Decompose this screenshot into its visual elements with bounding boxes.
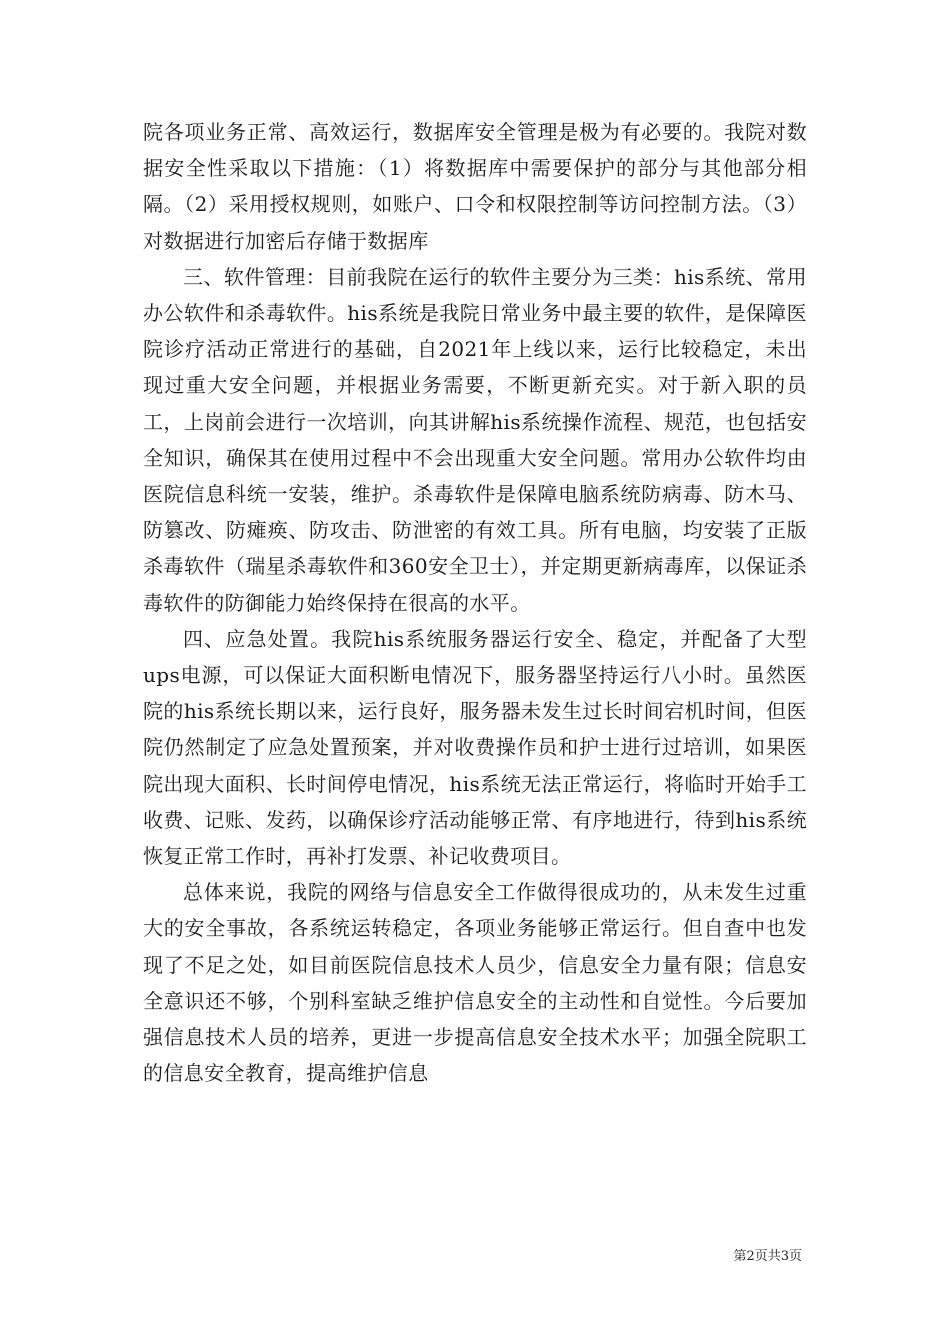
paragraph-database-measures: 院各项业务正常、高效运行，数据库安全管理是极为有必要的。我院对数据安全性采取以下措施：（1）将数据库中需要保护的部分与其他部分相隔。（2）采用授权规则，如账户、口令和权限控制等访问控制方法。（3）对数据进行加密后存储于数据库 bbox=[143, 120, 807, 253]
document-body bbox=[143, 114, 807, 1091]
paragraph-software-management: 三、软件管理：目前我院在运行的软件主要分为三类：his系统、常用办公软件和杀毒软件。his系统是我院日常业务中最主要的软件，是保障医院诊疗活动正常进行的基础，自2021年上线以来，运行比较稳定，未出现过重大安全问题，并根据业务需要，不断更新充实。对于新入职的员工，上岗前会进行一次培训，向其讲解his系统操作流程、规范，也包括安全知识，确保其在使用过程中不会出现重大安全问题。常用办公软件均由医院信息科统一安装，维护。杀毒软件是保障电脑系统防病毒、防木马、防篡改、防瘫痪、防攻击、防泄密的有效工具。所有电脑，均安装了正版杀毒软件（瑞星杀毒软件和360安全卫士），并定期更新病毒库，以保证杀毒软件的防御能力始终保持在很高的水平。 bbox=[143, 264, 807, 615]
paragraph-summary: 总体来说，我院的网络与信息安全工作做得很成功的，从未发生过重大的安全事故，各系统运转稳定，各项业务能够正常运行。但自查中也发现了不足之处，如目前医院信息技术人员少，信息安全力量有限；信息安全意识还不够，个别科室缺乏维护信息安全的主动性和自觉性。今后要加强信息技术人员的培养，更进一步提高信息安全技术水平；加强全院职工的信息安全教育，提高维护信息 bbox=[143, 880, 807, 1086]
paragraph-emergency-handling: 四、应急处置。我院his系统服务器运行安全、稳定，并配备了大型ups电源，可以保证大面积断电情况下，服务器坚持运行八小时。虽然医院的his系统长期以来，运行良好，服务器未发生过长时间宕机时间，但医院仍然制定了应急处置预案，并对收费操作员和护士进行过培训，如果医院出现大面积、长时间停电情况，his系统无法正常运行，将临时开始手工收费、记账、发药，以确保诊疗活动能够正常、有序地进行，待到his系统恢复正常工作时，再补打发票、补记收费项目。 bbox=[143, 626, 807, 869]
page-number: 第2页共3页 bbox=[733, 1249, 802, 1264]
